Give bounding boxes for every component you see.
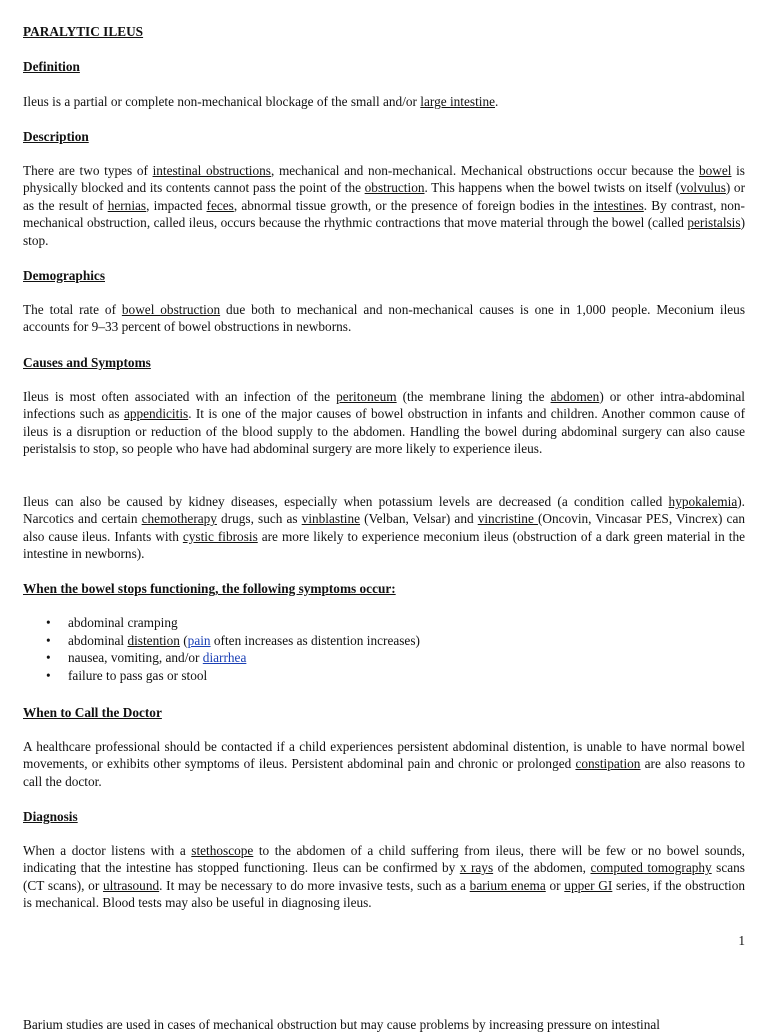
text-run: nausea, vomiting, and/or — [68, 650, 203, 666]
vincristine-link[interactable]: vincristine — [477, 511, 538, 527]
x-rays-link[interactable]: x rays — [459, 860, 494, 876]
text-run: Ileus can also be caused by kidney diseases, especially when potassium levels are decreased (a condition called — [23, 494, 669, 509]
text-run: , impacted — [146, 197, 207, 213]
intestinal-obstructions-link[interactable]: intestinal obstructions — [152, 163, 271, 178]
text-run: A healthcare professional should be contacted if a child experiences persistent abdominal distention, is unable to have normal bowel movements, or exhibits other symptoms of ileus. Persistent abdominal pain and chronic or prolonged — [23, 739, 745, 772]
demographics-heading: Demographics — [23, 268, 105, 283]
text-run: abdominal cramping — [68, 615, 178, 630]
page-number: 1 — [738, 933, 745, 948]
distention-link[interactable]: distention — [127, 632, 180, 648]
text-run: . — [495, 94, 499, 109]
symptoms-heading: When the bowel stops functioning, the following symptoms occur: — [23, 581, 396, 596]
text-run: . This happens when the bowel twists on itself ( — [424, 180, 681, 196]
pain-link[interactable]: pain — [187, 632, 211, 648]
bowel-obstruction-link[interactable]: bowel obstruction — [121, 302, 221, 317]
vinblastine-link[interactable]: vinblastine — [301, 511, 361, 527]
doctor-heading: When to Call the Doctor — [23, 705, 162, 720]
list-item — [23, 667, 745, 685]
diagnosis-paragraph — [23, 842, 745, 912]
text-run: . It is one of the major causes of bowel obstruction in infants and children. Another common cause of ileus is a disruption or reduction of the blood supply to the abdomen. Handling the bowel during abdominal surgery can also cause peristalsis to stop, so people who have had abdominal surgery are more likely to experience ileus. — [23, 406, 746, 457]
text-run: When a doctor listens with a — [23, 843, 192, 858]
text-run: of the abdomen, — [493, 860, 591, 876]
list-item — [23, 632, 745, 650]
doctor-paragraph — [23, 738, 745, 790]
text-run: scans (CT scans), or — [23, 860, 745, 893]
bullet-icon: • — [46, 632, 51, 648]
obstruction-link[interactable]: obstruction — [364, 180, 425, 196]
text-run: failure to pass gas or stool — [68, 668, 208, 684]
text-run: is physically blocked and its contents cannot pass the point of the — [23, 163, 745, 196]
hypokalemia-link[interactable]: hypokalemia — [668, 494, 738, 509]
peritoneum-link[interactable]: peritoneum — [336, 389, 397, 404]
hernias-link[interactable]: hernias — [107, 197, 147, 213]
constipation-link[interactable]: constipation — [575, 756, 641, 772]
text-run: ( — [179, 632, 188, 648]
text-run: drugs, such as — [216, 511, 302, 527]
large-intestine-link[interactable]: large intestine — [420, 94, 496, 109]
computed-tomography-link[interactable]: computed tomography — [590, 860, 712, 876]
text-run: , mechanical and non-mechanical. Mechanical obstructions occur because the — [270, 163, 699, 178]
next-page-text-fragment: Barium studies are used in cases of mechanical obstruction but may cause problems by increasing pressure on intestinal — [23, 1017, 660, 1032]
text-run: often increases as distention increases) — [210, 632, 420, 648]
text-run: . It may be necessary to do more invasive tests, such as a — [159, 877, 470, 893]
bullet-icon: • — [46, 650, 51, 666]
text-run: There are two types of — [23, 163, 153, 178]
ultrasound-link[interactable]: ultrasound — [102, 877, 160, 893]
text-run: (the membrane lining the — [396, 389, 551, 404]
peristalsis-link[interactable]: peristalsis — [687, 215, 741, 231]
text-run: series, if the obstruction is mechanical. Blood tests may also be useful in diagnosing ileus. — [23, 877, 746, 911]
text-run: . By contrast, non-mechanical obstruction, called ileus, occurs because the rhythmic contractions that move material through the bowel (called — [23, 197, 745, 231]
text-run: , abnormal tissue growth, or the presence of foreign bodies in the — [233, 197, 594, 213]
text-run: ) or as the result of — [23, 180, 745, 213]
feces-link[interactable]: feces — [206, 197, 234, 213]
causes-paragraph-1 — [23, 388, 745, 458]
upper-gi-link[interactable]: upper GI — [564, 877, 613, 893]
symptoms-list — [23, 614, 745, 685]
text-run: ) or other intra-abdominal infections such as — [23, 389, 745, 422]
text-run: due both to mechanical and non-mechanical causes is one in 1,000 people. Meconium ileus accounts for 9–33 percent of bowel obstructions in newborns. — [23, 302, 746, 335]
diarrhea-link[interactable]: diarrhea — [202, 650, 247, 666]
text-run: are more likely to experience meconium ileus (obstruction of a dark green material in the intestine in newborns). — [23, 528, 745, 562]
text-run: ). Narcotics and certain — [23, 494, 745, 527]
text-run: ) stop. — [23, 215, 745, 248]
text-run: or — [545, 877, 565, 893]
list-item — [23, 614, 745, 632]
cystic-fibrosis-link[interactable]: cystic fibrosis — [182, 528, 258, 544]
diagnosis-heading: Diagnosis — [23, 809, 78, 824]
chemotherapy-link[interactable]: chemotherapy — [141, 511, 217, 527]
text-run: Ileus is most often associated with an infection of the — [23, 389, 337, 404]
abdomen-link[interactable]: abdomen — [550, 389, 600, 404]
text-run: (Oncovin, Vincasar PES, Vincrex) can also cause ileus. Infants with — [23, 511, 746, 544]
description-heading: Description — [23, 129, 89, 144]
appendicitis-link[interactable]: appendicitis — [123, 406, 189, 422]
definition-paragraph — [23, 93, 745, 110]
text-run: to the abdomen of a child suffering from ileus, there will be few or no bowel sounds, indicating that the intestine has stopped functioning. Ileus can be confirmed by — [23, 843, 746, 876]
volvulus-link[interactable]: volvulus — [680, 180, 726, 196]
demographics-paragraph — [23, 301, 745, 336]
barium-enema-link[interactable]: barium enema — [469, 877, 546, 893]
bullet-icon: • — [46, 668, 51, 684]
text-run: are also reasons to call the doctor. — [23, 756, 745, 789]
intestines-link[interactable]: intestines — [593, 197, 644, 213]
bowel-link[interactable]: bowel — [698, 163, 732, 178]
text-run: The total rate of — [23, 302, 122, 317]
definition-heading: Definition — [23, 59, 80, 74]
causes-heading: Causes and Symptoms — [23, 355, 151, 370]
text-run: Ileus is a partial or complete non-mechanical blockage of the small and/or — [23, 94, 421, 109]
list-item — [23, 649, 745, 667]
document-title: PARALYTIC ILEUS — [23, 24, 144, 39]
causes-paragraph-2 — [23, 493, 745, 563]
description-paragraph — [23, 162, 745, 249]
bullet-icon: • — [46, 615, 51, 630]
stethoscope-link[interactable]: stethoscope — [191, 843, 254, 858]
text-run: abdominal — [68, 632, 128, 648]
text-run: (Velban, Velsar) and — [360, 511, 478, 527]
